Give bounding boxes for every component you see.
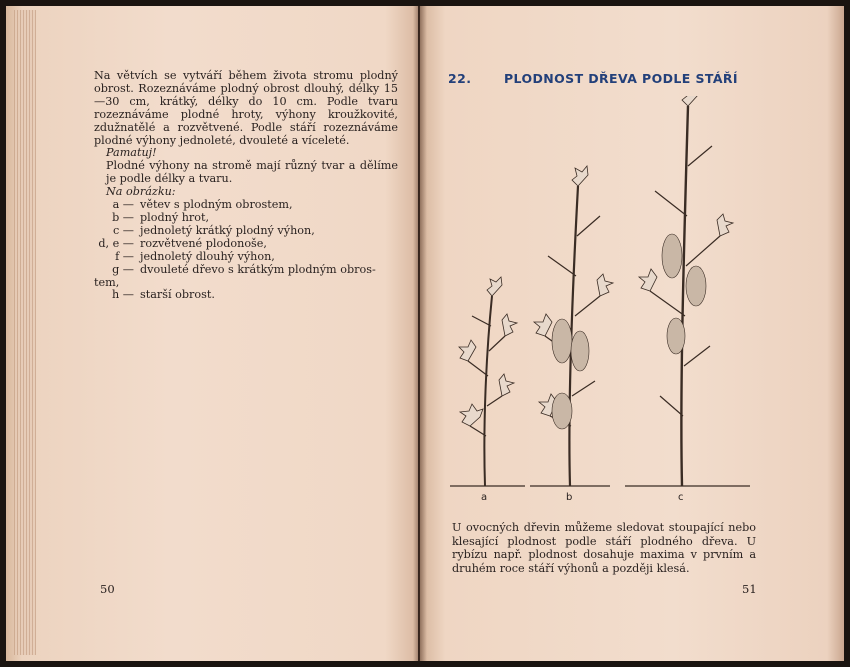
fruit-cluster (662, 234, 682, 278)
paragraph-2: Plodné výhony na stromě mají různý tvar a dělíme je podle délky a tvaru. (106, 159, 398, 186)
figure-label-c: c (678, 492, 684, 503)
leaf (460, 404, 483, 426)
leaf (487, 277, 502, 296)
section-heading (448, 71, 738, 86)
fruit-cluster (667, 318, 685, 354)
book-gutter (413, 6, 427, 661)
fruit-cluster (571, 331, 589, 371)
leaf (682, 96, 698, 106)
legend-item: g — dvouleté dřevo s krátkým plodným obros- (112, 262, 376, 276)
leaf (597, 274, 613, 296)
figure-label-a: a (481, 492, 488, 503)
fruiting-wood-illustration (450, 96, 760, 511)
leaf (639, 269, 657, 291)
legend-item: f — jednoletý dlouhý výhon, (115, 249, 275, 263)
fruit-cluster (552, 393, 572, 429)
fruit-cluster (686, 266, 706, 306)
leaf (534, 314, 552, 336)
right-paragraph: U ovocných dřevin můžeme sledovat stoupající nebo klesající plodnost podle stáří plodného dřeva. U rybízu např. plodnost dosahuje maxima v prvním a druhém roce stáří výhonů a později klesá. (452, 521, 756, 575)
paragraph-1: Na větvích se vytváří během života stromu plodný obrost. Rozeznáváme plodný obrost dlouhý, délky 15 —30 cm, krátký, délky do 10 cm. Podle tvaru rozeznáváme plodné hroty, výhony kroužkovité, zdužnatělé a rozvětvené. Podle stáří rozeznáváme plodné výhony jednoleté, dvouleté a víceleté. (94, 69, 398, 147)
leaf (717, 214, 733, 236)
page-edges (14, 10, 36, 655)
page-number-right: 51 (742, 582, 757, 596)
fruit-cluster (552, 319, 572, 363)
leaf (499, 374, 514, 396)
legend-item: tem, (94, 275, 120, 289)
legend-item: h — starší obrost. (112, 288, 215, 302)
legend-item: d, e — rozvětvené plodonoše, (98, 236, 267, 250)
figure-label-b: b (566, 492, 573, 503)
page-number-left: 50 (100, 582, 115, 596)
legend-item: c — jednoletý krátký plodný výhon, (112, 223, 315, 237)
leaf (502, 314, 517, 336)
section-number: 22. (448, 71, 472, 86)
leaf (572, 166, 588, 186)
leaf (459, 340, 476, 361)
legend-item: b — plodný hrot, (112, 210, 210, 224)
legend-list (94, 199, 398, 302)
remember-note: Pamatuj! (106, 146, 157, 160)
section-title: PLODNOST DŘEVA PODLE STÁŘÍ (504, 71, 738, 86)
in-picture-label: Na obrázku: (106, 185, 176, 199)
left-page-text (94, 70, 398, 302)
legend-item: a — větev s plodným obrostem, (112, 198, 293, 212)
